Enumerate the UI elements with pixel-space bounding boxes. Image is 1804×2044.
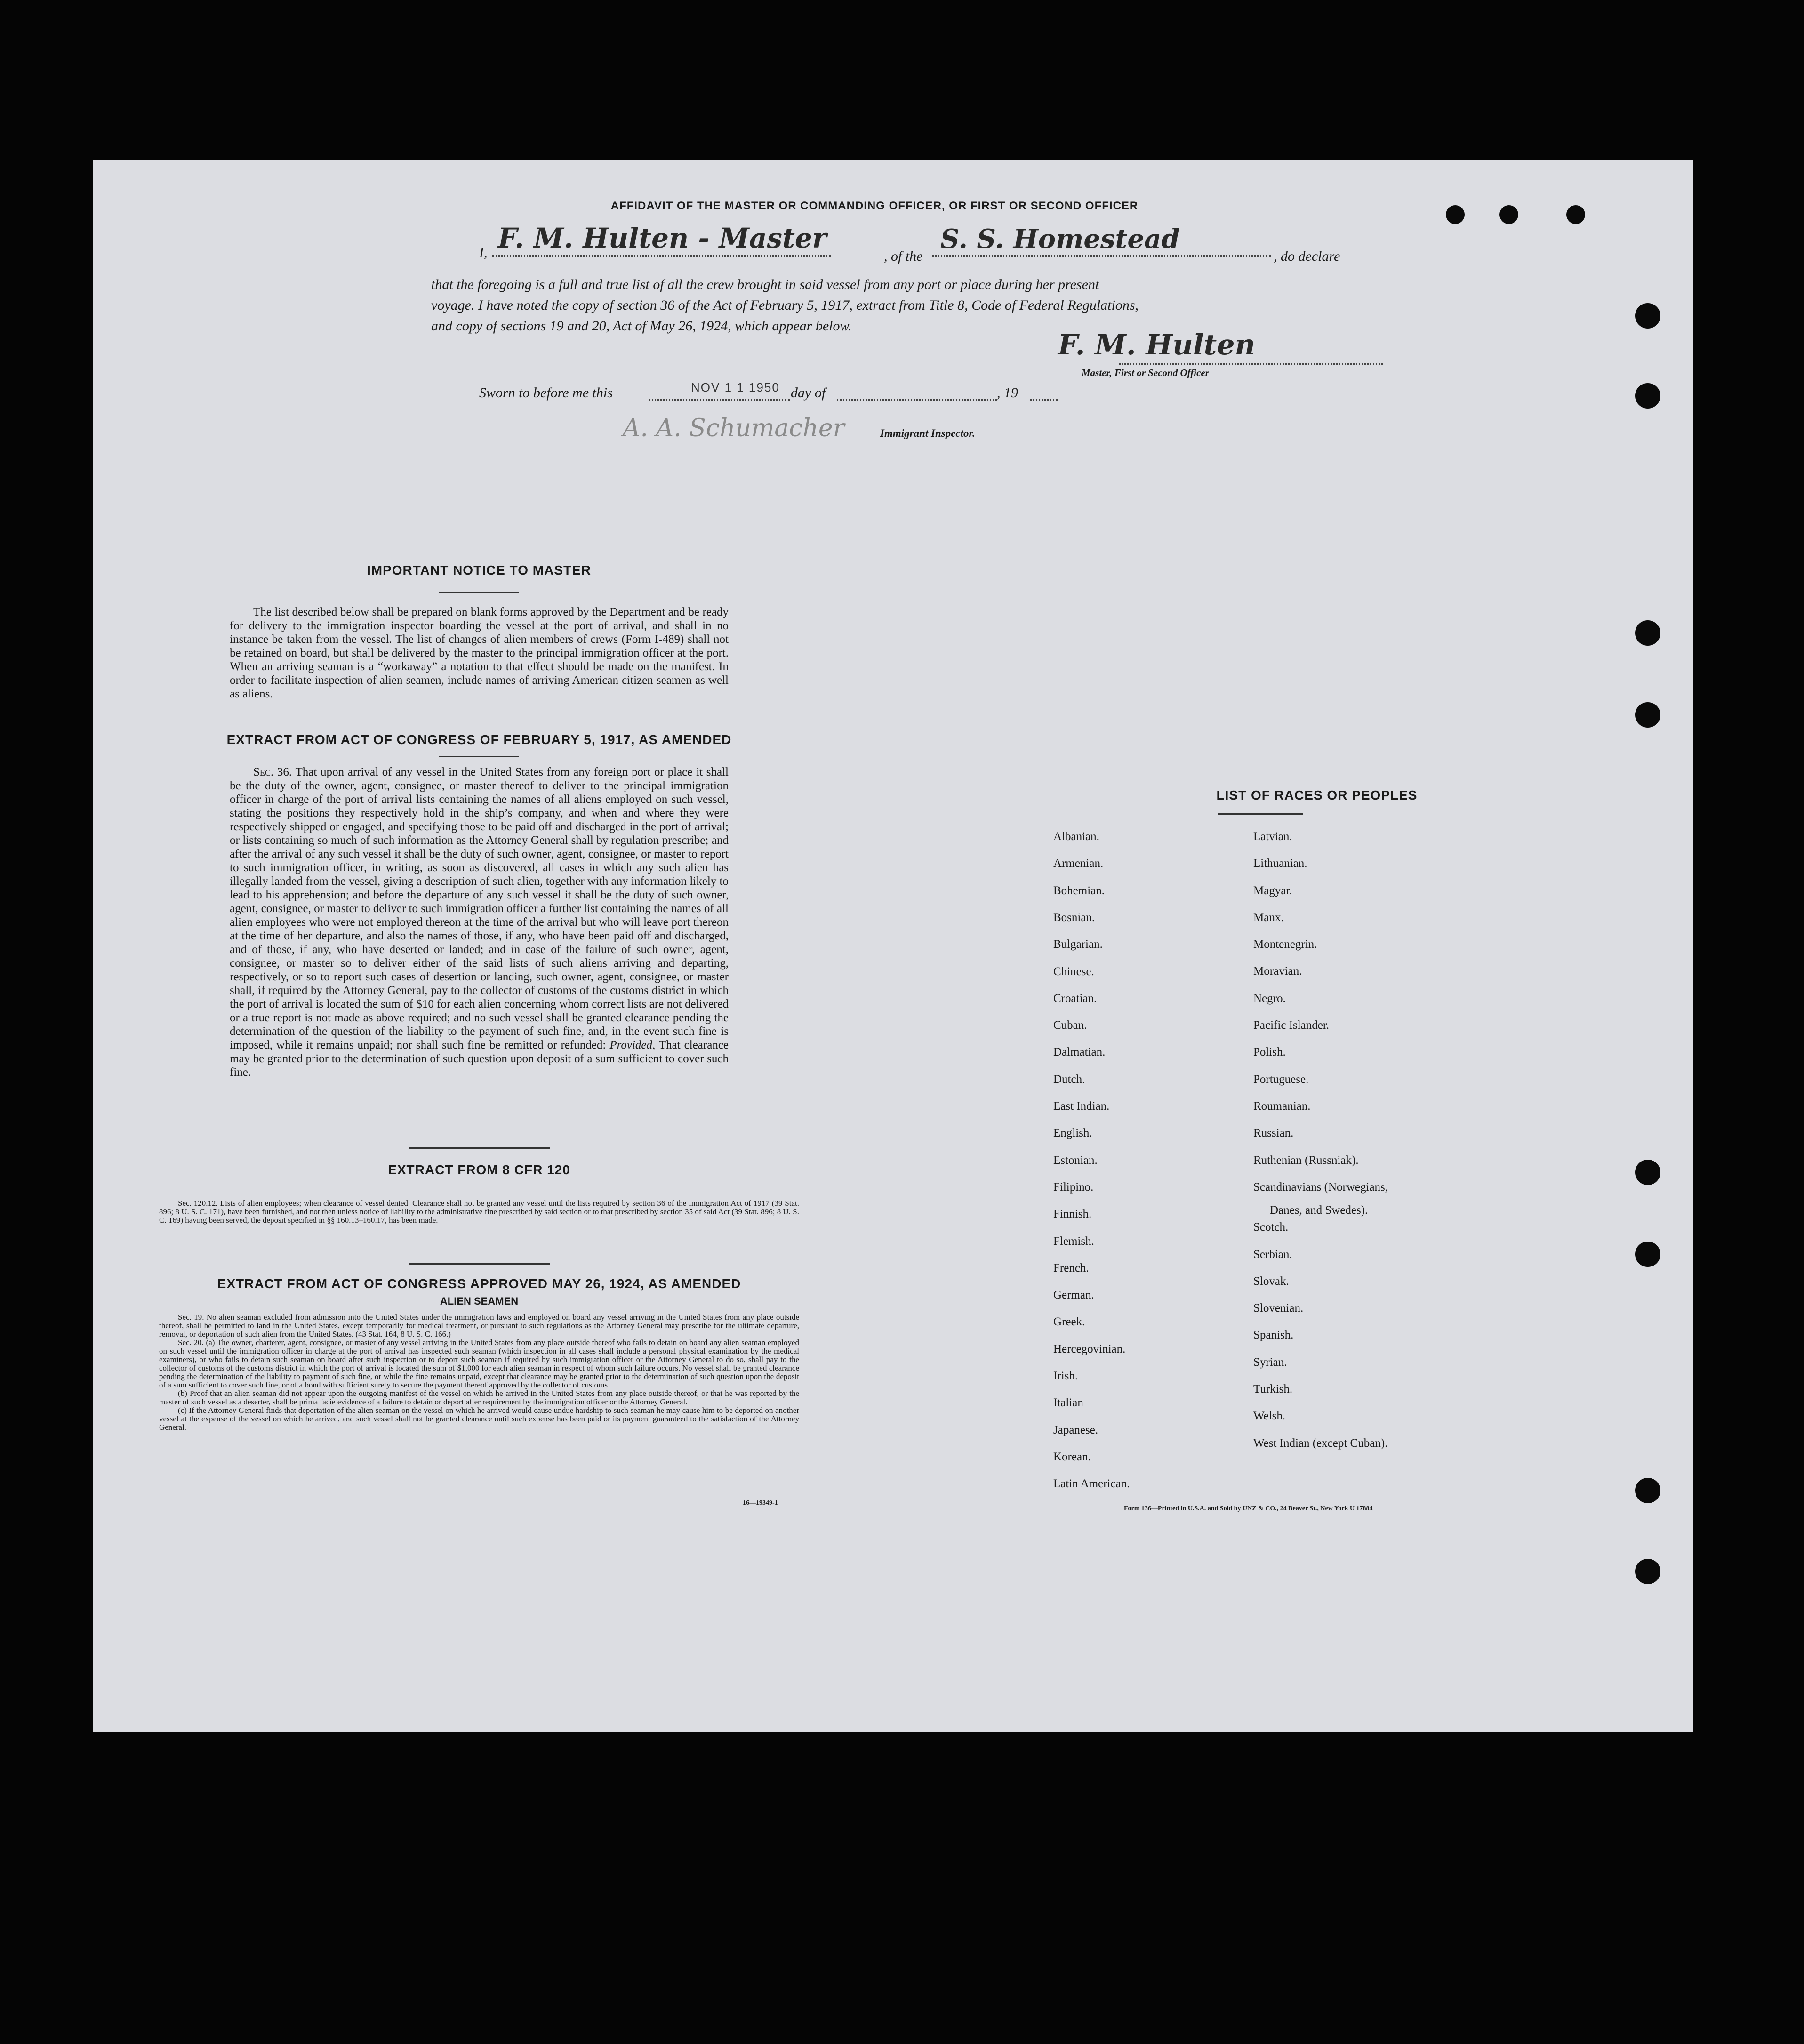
extract-1917-rule [439,756,519,757]
inspector-caption: Immigrant Inspector. [880,427,975,439]
sec-20a-text: Sec. 20. (a) The owner, charterer, agent, consignee, or master of any vessel arriving in the United States from any place outside thereof who fails to detain on board any alien seaman employed on such vessel until the immigration officer in charge at the port of arrival has inspected such seaman (which inspection in all cases shall include a personal physical examination by the medical examiners), or who fails to detain such seaman on board after such inspection or to deport such seaman if required by such immigration officer or the Attorney General to do so, shall pay to the collector of customs of the customs district in which the port of arrival is located the sum of $1,000 for each alien seaman in respect of whom such failure occurs. No vessel shall be granted clearance pending the determination of the liability to payment of such fine, or while the fine remains unpaid, except that clearance may be granted prior to the determination of such question upon the deposit of a sum sufficient to cover such fine, or of a bond with sufficient surety to secure the payment thereof approved by the collector of customs. [159,1338,799,1389]
race-left-item: Bulgarian. [1053,938,1103,951]
binder-hole [1635,303,1660,329]
race-left-item: Latin American. [1053,1477,1130,1490]
affidavit-line-3: voyage. I have noted the copy of section 36 of the Act of February 5, 1917, extract from Title 8, Code of Federal Regulations, [431,297,1139,313]
extract-cfr-heading: EXTRACT FROM 8 CFR 120 [388,1162,570,1177]
binder-hole [1635,1160,1660,1185]
races-heading: LIST OF RACES OR PEOPLES [1216,788,1418,802]
race-left-item: German. [1053,1289,1094,1301]
extract-1917-body [230,765,729,1079]
binder-hole [1635,1559,1660,1584]
section-36-label: Sec. 36. [253,766,292,778]
year-prefix: , 19 [997,385,1018,401]
affidavit-title: AFFIDAVIT OF THE MASTER OR COMMANDING OFFICER, OR FIRST OR SECOND OFFICER [610,200,1139,212]
extract-cfr-body: Sec. 120.12. Lists of alien employees; when clearance of vessel denied. Clearance shall not be granted any vessel until the lists required by section 36 of the Immigration Act of 1917 (39 Stat. 896; 8 U. S. C. 171), have been furnished, and not then unless notice of liability to the administrative fine prescribed by said section or to that prescribed by section 35 of said Act (39 Stat. 896; 8 U. S. C. 169) having been served, the deposit specified in §§ 160.13–160.17, has been made. [159,1199,799,1225]
sec-20c-text: (c) If the Attorney General finds that deportation of the alien seaman on the vessel on which he arrived would cause undue hardship to such seaman he may cause him to be deported on another vessel at the expense of the vessel on which he arrived, and such vessel shall not be granted clearance until such expense has been paid or its payment guaranteed to the satisfaction of the Attorney General. [159,1406,799,1432]
race-right-item: Pacific Islander. [1253,1019,1330,1032]
signature-caption: Master, First or Second Officer [1082,367,1209,378]
inspector-signature: A. A. Schumacher [623,414,845,442]
race-left-item: Japanese. [1053,1424,1098,1436]
signature-line [1119,361,1383,365]
race-right-item: Scandinavians (Norwegians, [1253,1181,1388,1194]
date-stamp: NOV 1 1 1950 [691,380,780,394]
do-declare-label: , do declare [1274,248,1340,264]
race-scandinavian-continuation: Danes, and Swedes). [1270,1204,1368,1217]
race-right-item: Roumanian. [1253,1100,1311,1113]
race-right-item: Latvian. [1253,830,1292,843]
notice-body: The list described below shall be prepared on blank forms approved by the Department and be ready for delivery to the immigration inspector boarding the vessel at the port of arrival, and shall in no instance be taken from the vessel. The list of changes of alien members of crews (Form I-489) shall not be retained on board, but shall be delivered by the master to the principal immigration officer at the port. When an arriving seaman is a “workaway” a notation to that effect should be made on the manifest. In order to facilitate inspection of alien seamen, include names of arriving American citizen seamen as well as aliens. [230,606,729,700]
proviso-text: That clearance may be granted prior to the determination of such question upon deposit of a sum sufficient to cover such fine. [230,1039,729,1079]
sworn-label: Sworn to before me this [479,385,613,401]
race-right-item: Moravian. [1253,965,1302,978]
race-right-item: West Indian (except Cuban). [1253,1437,1388,1450]
race-right-item: Welsh. [1253,1410,1286,1422]
section-36-text: That upon arrival of any vessel in the United States from any foreign port or place it shall be the duty of the owner, agent, consignee, or master thereof to deliver to the principal immigration officer in charge of the port of arrival lists containing the names of all aliens employed on such vessel, stating the positions they respectively hold in the ship’s company, and when and where they were respectively shipped or engaged, and specifying those to be paid off and discharged in the port of arrival; or lists containing so much of such information as the Attorney General shall by regulation prescribe; and after the arrival of any such vessel it shall be the duty of such owner, agent, consignee, or master to report to such immigration officer, in writing, as soon as discovered, all cases in which any such alien has illegally landed from the vessel, giving a description of such alien, together with any information likely to lead to his apprehension; and before the departure of any such vessel it shall be the duty of such owner, agent, consignee, or master to deliver to such immigration officer a further list containing the names of all alien employees who were not employed thereon at the time of the arrival but who will leave port thereon at the time of her departure, and also the names of those, if any, who have been paid off and discharged, and of those, if any, who have deserted or landed; and in case of the failure of such owner, agent, consignee, or master so to deliver either of the said lists of such aliens arriving and departing, respectively, or so to report such cases of desertion or landing, such owner, agent, consignee, or master shall, if required by the Attorney General, pay to the collector of customs of the customs district in which the port of arrival is located the sum of $10 for each alien concerning whom correct lists are not delivered or a true report is not made as above required; and no such vessel shall be granted clearance pending the determination of the question of the liability to the payment of such fine, and, in the event such fine is imposed, while it remains unpaid; nor shall such fine be remitted or refunded: [230,766,729,1051]
race-left-item: Bohemian. [1053,884,1105,897]
month-line [837,397,997,401]
race-right-item: Russian. [1253,1127,1294,1139]
race-right-item: Manx. [1253,911,1284,924]
day-of-label: day of [791,385,826,401]
binder-hole [1499,205,1518,224]
race-right-item: Slovenian. [1253,1302,1304,1315]
binder-hole [1635,1242,1660,1267]
race-left-item: Italian [1053,1396,1083,1409]
vessel-name-handwriting: S. S. Homestead [940,224,1180,255]
race-right-item: Ruthenian (Russniak). [1253,1154,1359,1167]
alien-seamen-subheading: ALIEN SEAMEN [440,1295,519,1307]
printer-footer: Form 136—Printed in U.S.A. and Sold by UNZ & CO., 24 Beaver St., New York U 17884 [1124,1505,1373,1512]
binder-hole [1566,205,1585,224]
race-right-item: Turkish. [1253,1383,1293,1395]
race-right-item: Lithuanian. [1253,857,1307,870]
race-left-item: Bosnian. [1053,911,1095,924]
race-left-item: French. [1053,1262,1089,1274]
race-left-item: Irish. [1053,1370,1078,1382]
race-left-item: English. [1053,1127,1092,1139]
race-left-item: Armenian. [1053,857,1104,870]
notice-heading: IMPORTANT NOTICE TO MASTER [367,563,592,577]
race-left-item: Finnish. [1053,1208,1092,1220]
binder-hole [1635,1478,1660,1503]
master-signature: F. M. Hulten [1058,329,1256,361]
affidavit-line-2: that the foregoing is a full and true list of all the crew brought in said vessel from any port or place during her present [431,277,1099,292]
race-left-item: Flemish. [1053,1235,1094,1248]
race-left-item: Albanian. [1053,830,1099,843]
race-right-item: Portuguese. [1253,1073,1309,1086]
race-right-item: Montenegrin. [1253,938,1317,951]
of-the-label: , of the [884,248,923,264]
race-right-item: Syrian. [1253,1356,1287,1369]
race-right-item: Magyar. [1253,884,1292,897]
notice-rule [439,592,519,593]
race-left-item: Hercegovinian. [1053,1343,1126,1355]
extract-1924-rule [409,1263,550,1265]
race-left-item: Korean. [1053,1451,1091,1463]
race-right-item: Polish. [1253,1046,1286,1058]
race-left-item: East Indian. [1053,1100,1110,1113]
binder-hole [1635,383,1660,409]
races-rule [1218,813,1303,815]
race-right-item: Negro. [1253,992,1286,1005]
race-left-item: Dalmatian. [1053,1046,1106,1058]
race-left-item: Dutch. [1053,1073,1085,1086]
proviso-label: Provided, [609,1039,656,1051]
binder-hole [1635,620,1660,646]
master-name-handwriting: F. M. Hulten - Master [498,222,827,254]
sec-20b-text: (b) Proof that an alien seaman did not appear upon the outgoing manifest of the vessel on which he arrived in the United States from any place outside thereof, or that he was reported by the master of such vessel as a deserter, shall be prima facie evidence of a failure to detain or deport after requirement by the immigration officer or the Attorney General. [159,1389,799,1406]
race-left-item: Croatian. [1053,992,1097,1005]
extract-1924-body [159,1313,799,1432]
year-line [1030,397,1058,401]
race-right-item: Serbian. [1253,1248,1292,1261]
sworn-day-line [649,397,790,401]
race-left-item: Estonian. [1053,1154,1098,1167]
race-right-item: Slovak. [1253,1275,1289,1288]
race-left-item: Filipino. [1053,1181,1094,1194]
race-left-item: Cuban. [1053,1019,1087,1032]
form-number: 16—19349-1 [743,1499,778,1507]
extract-1924-heading: EXTRACT FROM ACT OF CONGRESS APPROVED MAY 26, 1924, AS AMENDED [217,1276,741,1291]
affidavit-i-label: I, [479,245,488,260]
binder-hole [1635,702,1660,728]
cfr-rule-top [409,1147,550,1149]
race-right-item: Scotch. [1253,1221,1289,1234]
sec-19-text: Sec. 19. No alien seaman excluded from admission into the United States under the immigration laws and employed on board any vessel arriving in the United States from any place outside thereof, shall be permitted to land in the United States, except temporarily for medical treatment, or pursuant to such regulations as the Attorney General may prescribe for the ultimate departure, removal, or deportation of such alien from the United States. (43 Stat. 164, 8 U. S. C. 166.) [159,1313,799,1339]
document-page [93,160,1693,1732]
extract-1917-heading: EXTRACT FROM ACT OF CONGRESS OF FEBRUARY 5, 1917, AS AMENDED [226,732,732,747]
affidavit-line-4: and copy of sections 19 and 20, Act of May 26, 1924, which appear below. [431,318,852,334]
binder-hole [1446,205,1465,224]
race-right-item: Spanish. [1253,1329,1294,1341]
race-left-item: Chinese. [1053,965,1094,978]
race-left-item: Greek. [1053,1315,1085,1328]
